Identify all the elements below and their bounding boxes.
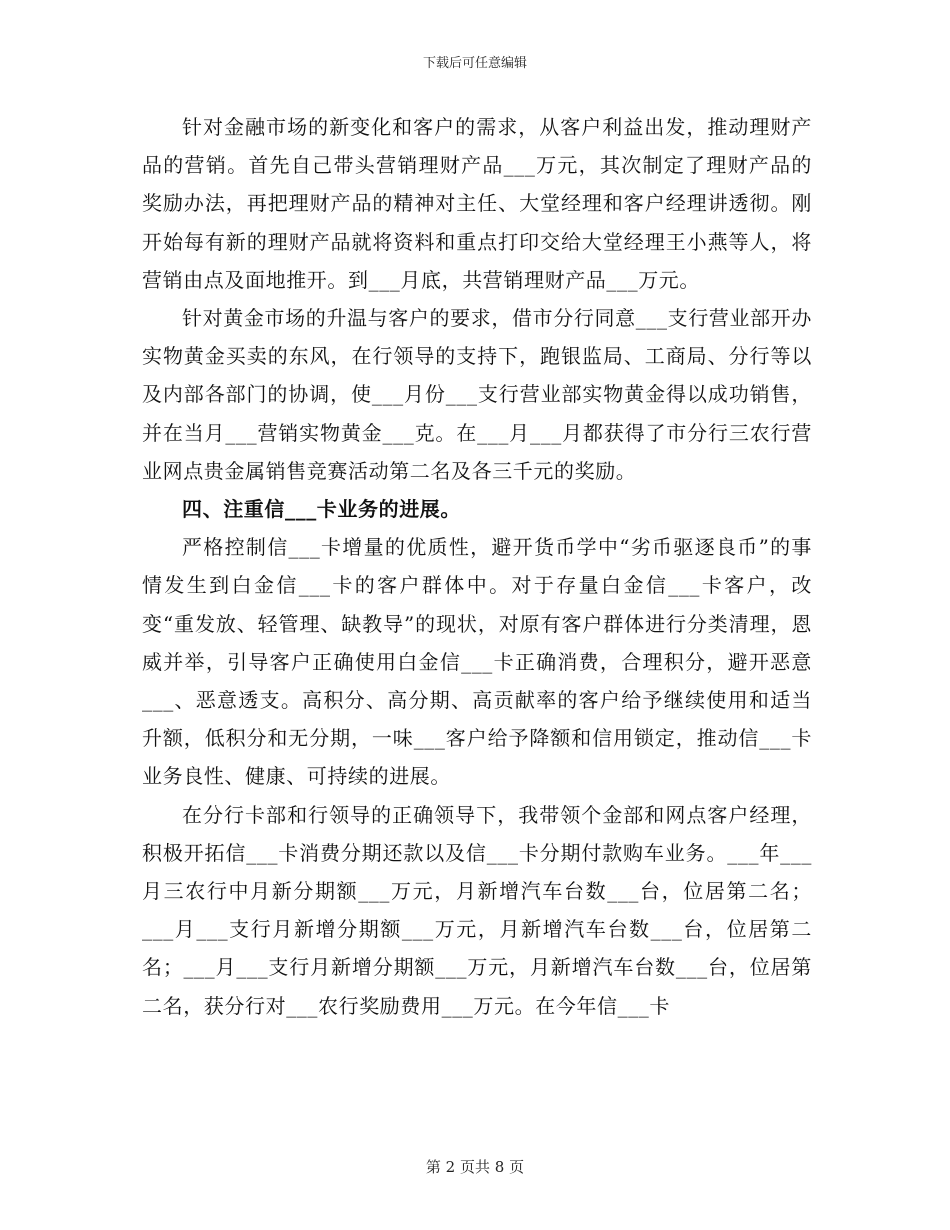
paragraph-installment-business: 在分行卡部和行领导的正确领导下，我带领个金部和网点客户经理，积极开拓信___卡消费分期还款以及信___卡分期付款购车业务。___年___月三农行中月新分期额___万元，月新增汽车台数___台，位居第二名；___月___支行月新增分期额___万元，月新增汽车台数___台，位居第二名；___月___支行月新增分期额___万元，月新增汽车台数___台，位居第二名，获分行对___农行奖励费用___万元。在今年信___卡 (142, 802, 812, 1018)
page-footer: 第 2 页共 8 页 (425, 1158, 525, 1176)
page-header: 下载后可任意编辑 (422, 56, 527, 71)
paragraph-gold-sales: 针对黄金市场的升温与客户的要求，借市分行同意___支行营业部开办实物黄金买卖的东风，在行领导的支持下，跑银监局、工商局、分行等以及内部各部门的协调，使___月份___支行营业部实物黄金得以成功销售，并在当月___营销实物黄金___克。在___月___月都获得了市分行三农行营业网点贵金属销售竞赛活动第二名及各三千元的奖励。 (142, 306, 812, 483)
paragraph-wealth-products: 针对金融市场的新变化和客户的需求，从客户利益出发，推动理财产品的营销。首先自己带头营销理财产品___万元，其次制定了理财产品的奖励办法，再把理财产品的精神对主任、大堂经理和客户经理讲透彻。刚开始每有新的理财产品就将资料和重点打印交给大堂经理王小燕等人，将营销由点及面地推开。到___月底，共营销理财产品___万元。 (142, 115, 812, 292)
paragraph-credit-card-quality: 严格控制信___卡增量的优质性，避开货币学中“劣币驱逐良币”的事情发生到白金信___卡的客户群体中。对于存量白金信___卡客户，改变“重发放、轻管理、缺教导”的现状，对原有客户群体进行分类清理，恩威并举，引导客户正确使用白金信___卡正确消费，合理积分，避开恶意___、恶意透支。高积分、高分期、高贡献率的客户给予继续使用和适当升额，低积分和无分期，一味___客户给予降额和信用锁定，推动信___卡业务良性、健康、可持续的进展。 (142, 535, 812, 789)
section-heading: 四、注重信___卡业务的进展。 (182, 497, 461, 522)
document-body (142, 108, 812, 1025)
